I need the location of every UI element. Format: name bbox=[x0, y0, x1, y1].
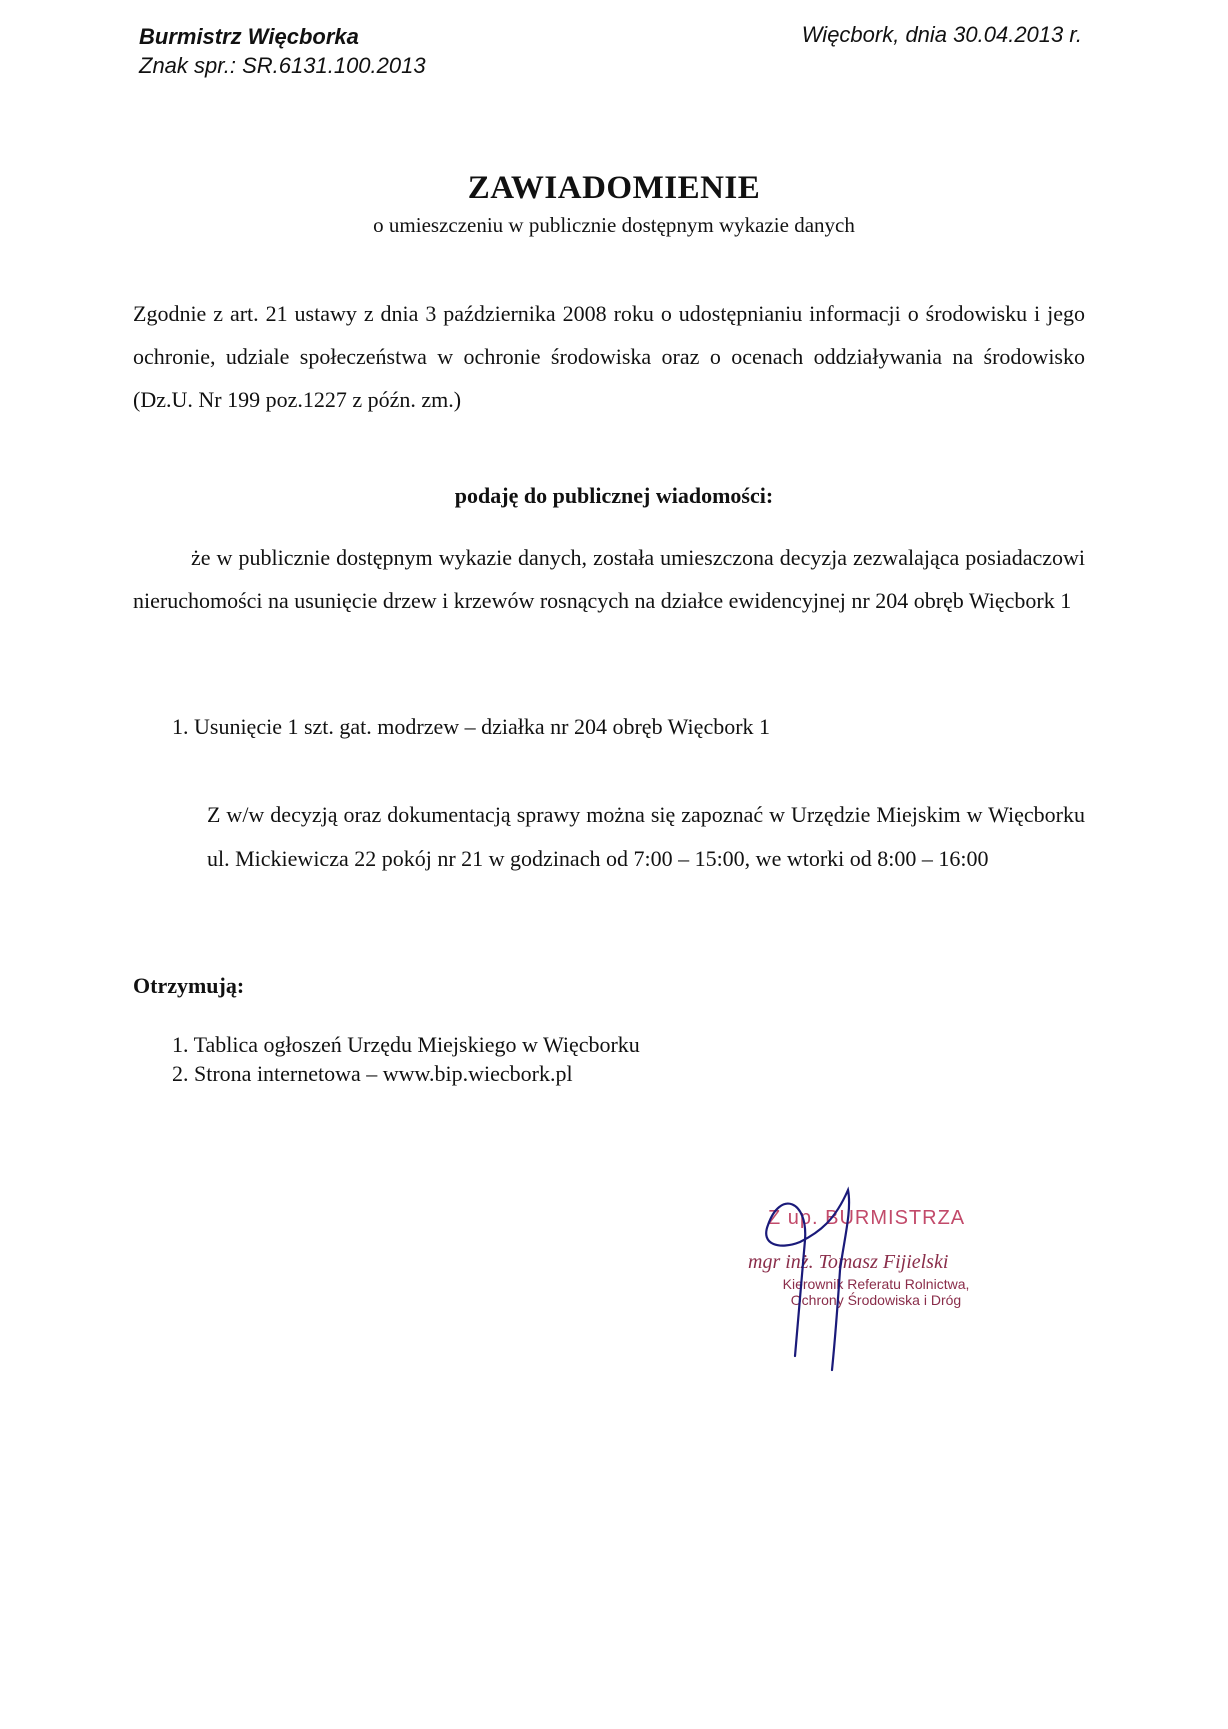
announcement-heading: podaję do publicznej wiadomości: bbox=[454, 483, 774, 508]
place-and-date: Więcbork, dnia 30.04.2013 r. bbox=[801, 22, 1082, 47]
legal-basis-paragraph: Zgodnie z art. 21 ustawy z dnia 3 października 2008 roku o udostępnianiu informacji o środowisku i jego ochronie, udziale społeczeństwa w ochronie środowiska oraz o ocenach oddziaływania na środowisko (Dz.U. Nr 199 poz.1227 z późn. zm.) bbox=[133, 301, 1085, 412]
list-item: 1. Usunięcie 1 szt. gat. modrzew – działka nr 204 obręb Więcbork 1 bbox=[172, 714, 771, 739]
stamp-authority-line: Z up. BURMISTRZA bbox=[768, 1207, 966, 1229]
stamp-official-role: Kierownik Referatu Rolnictwa, Ochrony Środowiska i Dróg bbox=[782, 1276, 970, 1308]
list-item: 2. Strona internetowa – www.bip.wiecbork.pl bbox=[172, 1061, 573, 1086]
authority-name: Burmistrz Więcborka bbox=[139, 24, 359, 49]
list-item: 1. Tablica ogłoszeń Urzędu Miejskiego w Więcborku bbox=[172, 1032, 640, 1057]
decision-paragraph: że w publicznie dostępnym wykazie danych, została umieszczona decyzja zezwalająca posiadaczowi nieruchomości na usunięcie drzew i krzewów rosnących na działce ewidencyjnej nr 204 obręb Więcbork 1 bbox=[133, 545, 1085, 613]
recipients-heading: Otrzymują: bbox=[133, 973, 245, 998]
header-left bbox=[139, 22, 426, 80]
reference-number: Znak spr.: SR.6131.100.2013 bbox=[139, 53, 426, 78]
stamp-official-name: mgr inż. Tomasz Fijielski bbox=[748, 1251, 949, 1273]
document-subtitle: o umieszczeniu w publicznie dostępnym wykazie danych bbox=[373, 213, 855, 237]
consultation-info-paragraph: Z w/w decyzją oraz dokumentacją sprawy można się zapoznać w Urzędzie Miejskim w Więcborku ul. Mickiewicza 22 pokój nr 21 w godzinach od 7:00 – 15:00, we wtorki od 8:00 – 16:00 bbox=[207, 802, 1085, 871]
document-title: ZAWIADOMIENIE bbox=[467, 170, 761, 206]
official-stamp bbox=[740, 1180, 1040, 1380]
handwritten-signature bbox=[740, 1180, 1040, 1380]
recipients-list bbox=[172, 1030, 640, 1088]
